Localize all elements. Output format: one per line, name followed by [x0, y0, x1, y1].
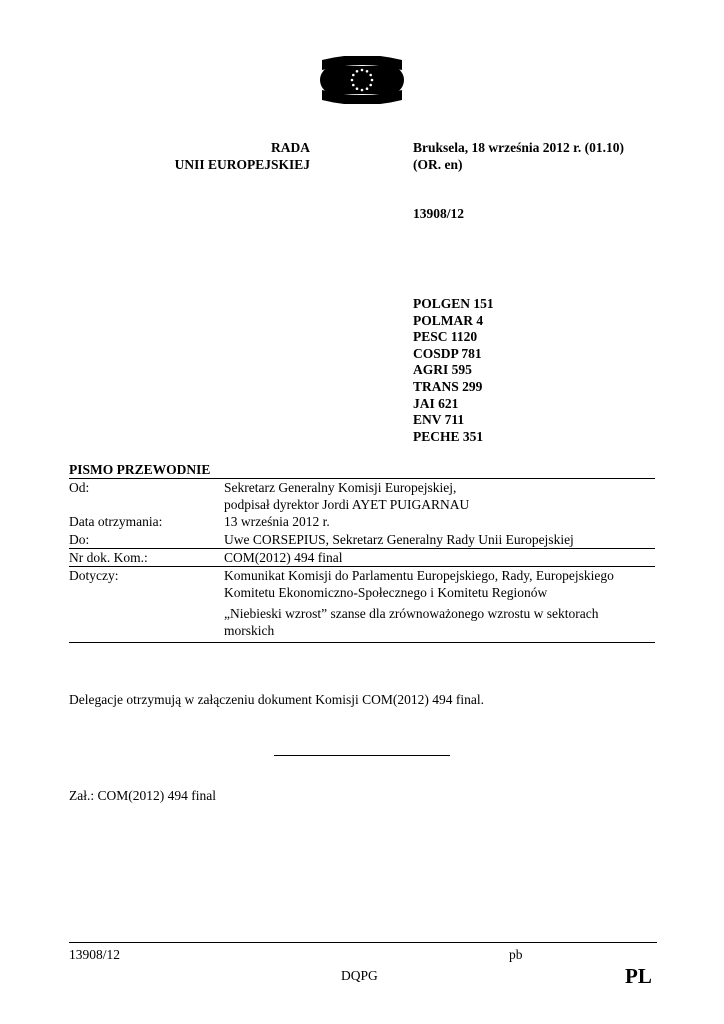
date-line: Bruksela, 18 września 2012 r. (01.10)	[413, 140, 624, 155]
row-from	[69, 479, 655, 513]
subject-title-line-2: morskich	[224, 623, 275, 638]
separator-line	[274, 755, 450, 756]
code-item: TRANS 299	[413, 378, 483, 394]
footer-unit: DQPG	[341, 968, 378, 983]
footer-rule	[69, 942, 657, 943]
code-item: COSDP 781	[413, 345, 482, 361]
code-item: PESC 1120	[413, 329, 478, 345]
row-to	[69, 531, 655, 548]
row-label: Do:	[69, 532, 90, 547]
enclosure-note: Zał.: COM(2012) 494 final	[69, 788, 216, 803]
row-label: Dotyczy:	[69, 568, 119, 583]
code-item: ENV 711	[413, 412, 465, 428]
row-received	[69, 513, 655, 530]
row-value: COM(2012) 494 final	[224, 550, 343, 565]
row-value: Uwe CORSEPIUS, Sekretarz Generalny Rady Unii Europejskiej	[224, 532, 574, 547]
footer-document-ref: 13908/12	[69, 947, 121, 962]
council-line-1: RADA	[271, 140, 310, 155]
footer-initials: pb	[509, 947, 523, 962]
council-line-2: UNII EUROPEJSKIEJ	[174, 157, 310, 172]
row-value: 13 września 2012 r.	[224, 514, 330, 529]
table-bottom-rule	[69, 642, 655, 643]
row-subject	[69, 567, 655, 639]
code-item: JAI 621	[413, 395, 459, 411]
subject-line-1: Komunikat Komisji do Parlamentu Europejskiego, Rady, Europejskiego	[224, 568, 614, 583]
row-com-ref	[69, 549, 655, 566]
cover-note-table	[69, 478, 655, 643]
row-label: Nr dok. Kom.:	[69, 550, 148, 565]
footer-language: PL	[625, 964, 652, 988]
council-name	[140, 139, 310, 173]
council-logo	[318, 56, 406, 104]
code-item: AGRI 595	[413, 362, 472, 378]
from-line-1: Sekretarz Generalny Komisji Europejskiej,	[224, 480, 457, 495]
document-number: 13908/12	[413, 206, 465, 221]
subject-line-2: Komitetu Ekonomiczno-Społecznego i Komitetu Regionów	[224, 585, 548, 600]
row-value	[224, 479, 655, 513]
subject-title-line-1: „Niebieski wzrost” szanse dla zrównoważonego wzrostu w sektorach	[224, 606, 599, 621]
code-item: PECHE 351	[413, 428, 484, 444]
classification-codes	[413, 296, 494, 445]
cover-note-heading: PISMO PRZEWODNIE	[69, 462, 211, 477]
code-item: POLMAR 4	[413, 312, 484, 328]
body-paragraph: Delegacje otrzymują w załączeniu dokument Komisji COM(2012) 494 final.	[69, 692, 485, 707]
from-line-2: podpisał dyrektor Jordi AYET PUIGARNAU	[224, 497, 470, 512]
row-label: Od:	[69, 480, 90, 495]
row-label: Data otrzymania:	[69, 514, 163, 529]
date-block	[413, 139, 624, 173]
original-language: (OR. en)	[413, 157, 463, 172]
code-item: POLGEN 151	[413, 296, 494, 311]
row-value	[224, 567, 655, 639]
